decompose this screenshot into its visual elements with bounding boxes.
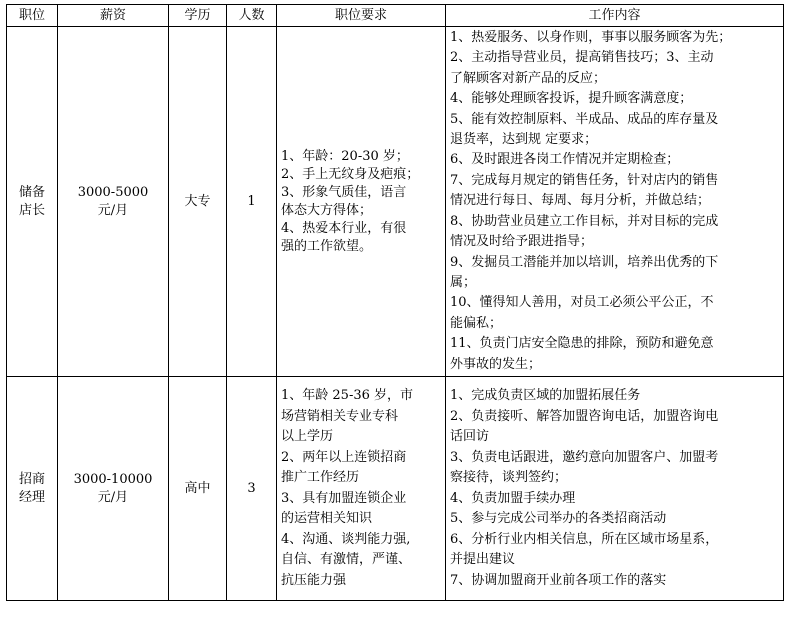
header-salary: 薪资 bbox=[58, 5, 169, 27]
job-table bbox=[6, 4, 784, 601]
header-education: 学历 bbox=[169, 5, 227, 27]
header-position: 职位 bbox=[7, 5, 58, 27]
header-requirements: 职位要求 bbox=[277, 5, 446, 27]
table-row bbox=[7, 377, 784, 601]
salary-cell: 3000-5000 元/月 bbox=[58, 27, 169, 377]
header-count: 人数 bbox=[227, 5, 277, 27]
count-cell: 1 bbox=[227, 27, 277, 377]
header-row bbox=[7, 5, 784, 27]
requirements-cell: 1、年龄 25-36 岁，市 场营销相关专业专科 以上学历 2、两年以上连锁招商 推广工作经历 3、具有加盟连锁企业 的运营相关知识 4、沟通、谈判能力强, 自信、有激情，严谨、 抗压能力强 bbox=[277, 377, 446, 601]
requirements-cell: 1、年龄：20-30 岁； 2、手上无纹身及疤痕； 3、形象气质佳，语言 体态大方得体； 4、热爱本行业，有很 强的工作欲望。 bbox=[277, 27, 446, 377]
duties-cell: 1、完成负责区域的加盟拓展任务 2、负责接听、解答加盟咨询电话，加盟咨询电 话回访 3、负责电话跟进，邀约意向加盟客户、加盟考 察接待，谈判签约； 4、负责加盟手续办理 5、参与完成公司举办的各类招商活动 6、分析行业内相关信息，所在区域市场星系， 并提出建议 7、协调加盟商开业前各项工作的落实 bbox=[446, 377, 784, 601]
education-cell: 大专 bbox=[169, 27, 227, 377]
count-cell: 3 bbox=[227, 377, 277, 601]
table-row bbox=[7, 27, 784, 377]
position-cell: 招商 经理 bbox=[7, 377, 58, 601]
salary-cell: 3000-10000 元/月 bbox=[58, 377, 169, 601]
education-cell: 高中 bbox=[169, 377, 227, 601]
position-cell: 储备 店长 bbox=[7, 27, 58, 377]
duties-cell: 1、热爱服务、以身作则，事事以服务顾客为先； 2、主动指导营业员，提高销售技巧；3、主动 了解顾客对新产品的反应； 4、能够处理顾客投诉，提升顾客满意度； 5、能有效控制原料、半成品、成品的库存量及 退货率，达到规 定要求； 6、及时跟进各岗工作情况并定期检查； 7、完成每月规定的销售任务，针对店内的销售 情况进行每日、每周、每月分析，并做总结； 8、协助营业员建立工作目标，并对目标的完成 情况及时给予跟进指导； 9、发掘员工潜能并加以培训，培养出优秀的下 属； 10、懂得知人善用，对员工必须公平公正，不 能偏私； 11、负责门店安全隐患的排除，预防和避免意 外事故的发生； bbox=[446, 27, 784, 377]
header-duties: 工作内容 bbox=[446, 5, 784, 27]
